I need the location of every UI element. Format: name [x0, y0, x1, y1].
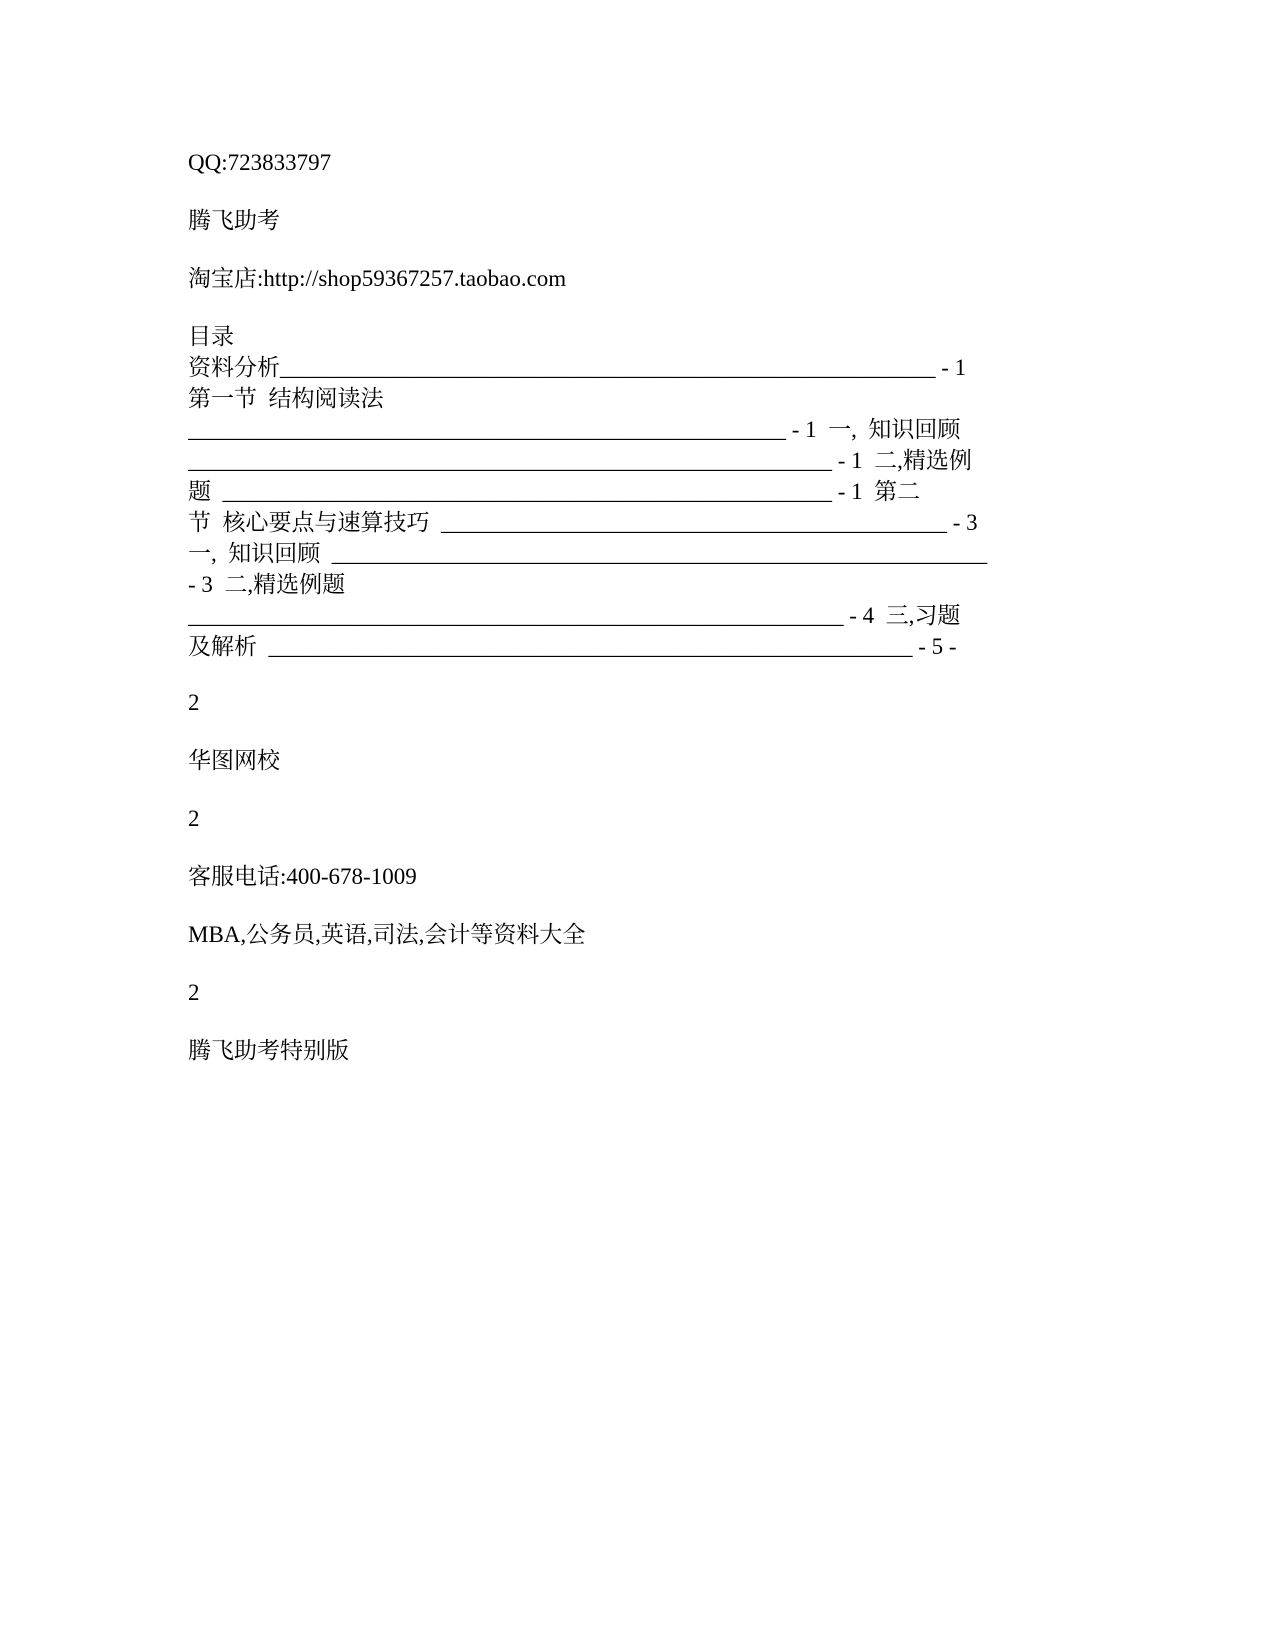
toc-line: 及解析 ________________________________________________________ - 5 - [188, 634, 957, 659]
toc-line: _________________________________________________________ - 4 三,习题 [188, 603, 961, 628]
toc-line: ________________________________________________________ - 1 二,精选例 [188, 448, 972, 473]
toc-line: 资料分析_________________________________________________________ - 1 [188, 355, 967, 380]
school-name: 华图网校 [188, 748, 280, 773]
slogan: MBA,公务员,英语,司法,会计等资料大全 [188, 922, 586, 947]
toc-line: - 3 二,精选例题 [188, 572, 346, 597]
qq-contact: QQ:723833797 [188, 150, 332, 175]
shop-url: 淘宝店:http://shop59367257.taobao.com [188, 266, 567, 291]
toc-line: ____________________________________________________ - 1 一, 知识回顾 [188, 417, 961, 442]
toc-line: 题 _____________________________________________________ - 1 第二 [188, 479, 921, 504]
service-phone: 客服电话:400-678-1009 [188, 864, 417, 889]
brand-name: 腾飞助考 [188, 208, 280, 233]
toc-line: 第一节 结构阅读法 [188, 386, 384, 411]
page-number: 2 [188, 690, 200, 715]
toc-line: 节 核心要点与速算技巧 ____________________________________________ - 3 [188, 510, 978, 535]
page-number: 2 [188, 980, 200, 1005]
toc-title: 目录 [188, 324, 234, 349]
page-number: 2 [188, 806, 200, 831]
toc-line: 一, 知识回顾 _________________________________________________________ [188, 541, 988, 566]
edition-label: 腾飞助考特别版 [188, 1038, 349, 1063]
